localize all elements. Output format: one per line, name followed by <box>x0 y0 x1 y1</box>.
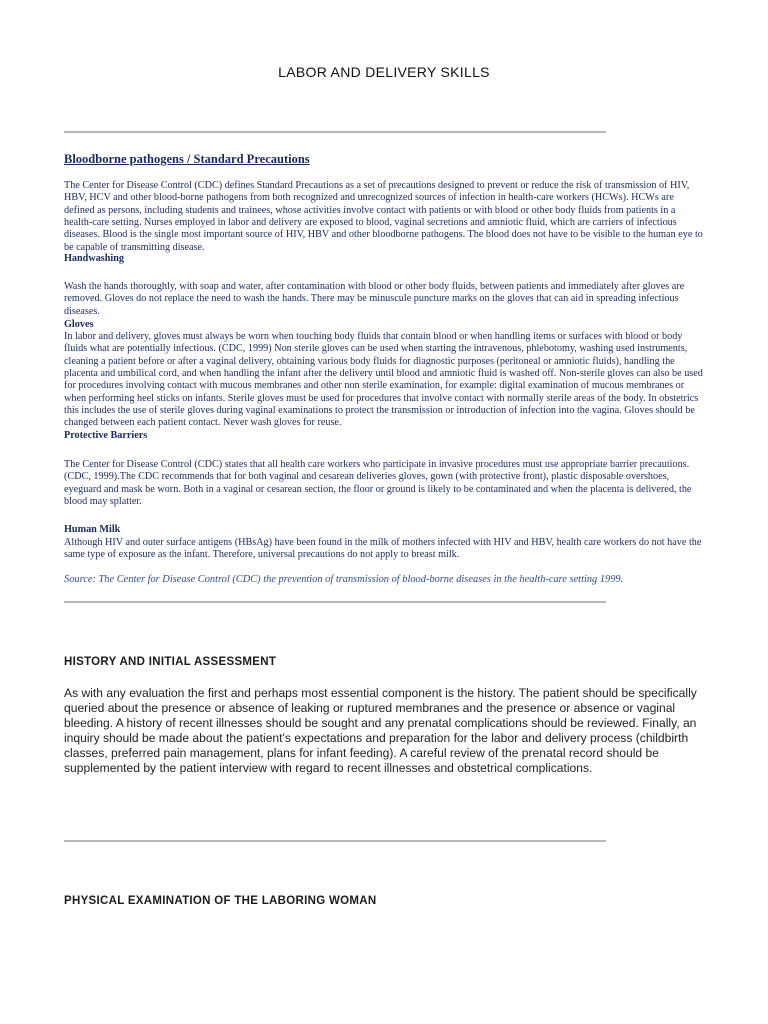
bloodborne-heading-link[interactable]: Bloodborne pathogens / Standard Precautions <box>64 152 310 166</box>
page-title: LABOR AND DELIVERY SKILLS <box>278 64 490 80</box>
divider-lower <box>64 840 606 842</box>
handwashing-text: Wash the hands thoroughly, with soap and water, after contamination with blood or other body fluids, between patients and immediately after gloves are removed. Gloves do not replace the need to wash the hands. There may be minuscule puncture marks on the gloves that can aid in spreading infectious diseases. <box>64 281 685 317</box>
physical-exam-heading: PHYSICAL EXAMINATION OF THE LABORING WOMAN <box>64 895 377 907</box>
handwashing-heading: Handwashing <box>64 253 125 264</box>
bloodborne-intro: The Center for Disease Control (CDC) defines Standard Precautions as a set of precautions designed to prevent or reduce the risk of transmission of HIV, HBV, HCV and other blood-borne pathogens from both recognized and unrecognized sources of infection in health-care workers (HCWs). HCWs are defined as persons, including students and trainees, whose activities involve contact with patients or with blood or other body fluids from patients in a health-care setting. Nurses employed in labor and delivery are exposed to blood, vaginal secretions and amniotic fluid, which are carriers of infectious diseases. Blood is the single most important source of HIV, HBV and other bloodborne pathogens. The blood does not have to be visible to the human eye to be capable of transmitting disease. <box>64 180 703 253</box>
divider-top <box>64 131 606 133</box>
human-milk-text: Although HIV and outer surface antigens (HBsAg) have been found in the milk of mothers infected with HIV and HBV, health care workers do not have the same type of exposure as the infant. Therefore, universal precautions do not apply to breast milk. <box>64 537 702 561</box>
gloves-heading: Gloves <box>64 319 94 330</box>
human-milk-heading: Human Milk <box>64 524 121 535</box>
history-heading: HISTORY AND INITIAL ASSESSMENT <box>64 656 277 668</box>
barriers-heading: Protective Barriers <box>64 430 148 441</box>
history-text: As with any evaluation the first and perhaps most essential component is the history. The patient should be specifically queried about the presence or absence of leaking or ruptured membranes and the presence or absence or vaginal bleeding. A history of recent illnesses should be sought and any prenatal complications should be reviewed. Finally, an inquiry should be made about the patient's expectations and preparation for the labor and delivery process (childbirth classes, preferred pain management, plans for infant feeding). A careful review of the prenatal record should be supplemented by the patient interview with regard to recent illnesses and obstetrical complications. <box>64 686 697 776</box>
source-citation: Source: The Center for Disease Control (CDC) the prevention of transmission of blood-borne diseases in the health-care setting 1999. <box>64 574 624 585</box>
gloves-text: In labor and delivery, gloves must always be worn when touching body fluids that contain blood or when handling items or surfaces with blood or body fluids what are potentially infectious. (CDC, 1999) Non sterile gloves can be used when starting the intravenous, phlebotomy, washing used instruments, cleaning a patient before or after a vaginal delivery, obtaining various body fluids for diagnostic purposes (peritoneal or amniotic fluids), handling the placenta and umbilical cord, and when handling the infant after the delivery until blood and amniotic fluid is washed off. Non-sterile gloves can also be used for procedures involving contact with mucous membranes and other non sterile examination, for example: digital examination of mucous membranes or when performing heel sticks on infants. Sterile gloves must be used for procedures that involve contact with normally sterile areas of the body. In obstetrics this includes the use of sterile gloves during vaginal examinations to protect the transmission or introduction of infection into the vagina. Gloves should be changed between each patient contact. Never wash gloves for reuse. <box>64 331 703 429</box>
divider-middle <box>64 601 606 603</box>
barriers-text: The Center for Disease Control (CDC) states that all health care workers who participate in invasive procedures must use appropriate barrier precautions. (CDC, 1999).The CDC recommends that for both vaginal and cesarean deliveries gloves, gown (with protective front), plastic disposable overshoes, eyeguard and mask be worn. Both in a vaginal or cesarean section, the floor or ground is likely to be contaminated and when the placenta is delivered, the blood may splatter. <box>64 459 692 508</box>
